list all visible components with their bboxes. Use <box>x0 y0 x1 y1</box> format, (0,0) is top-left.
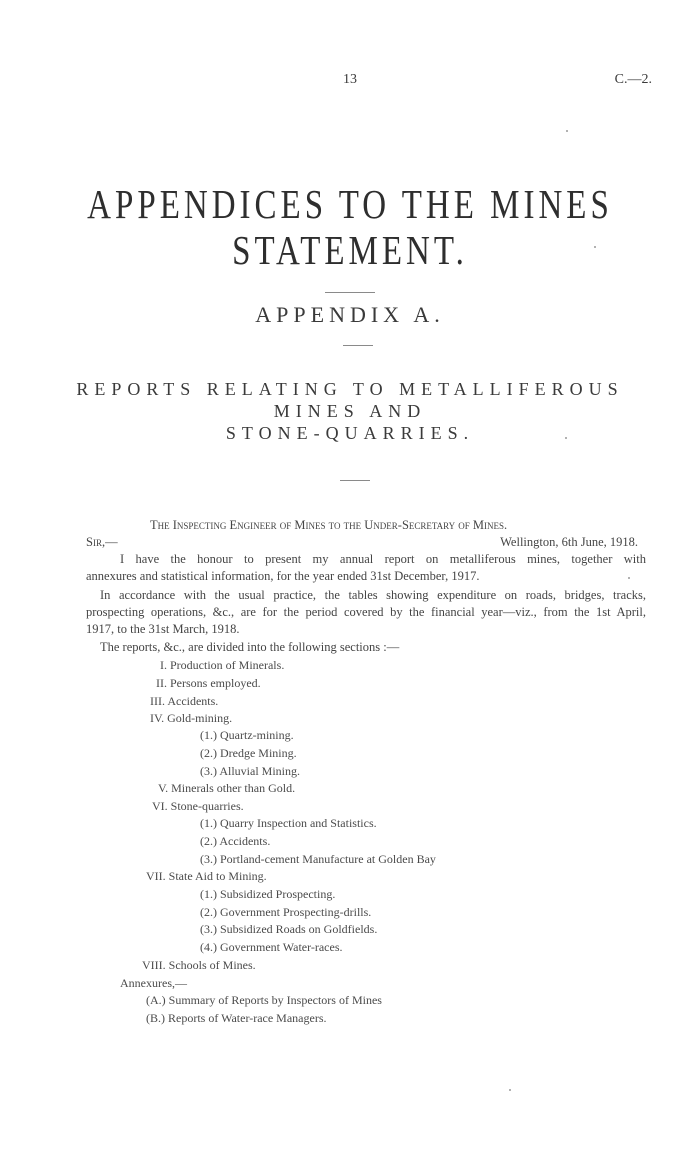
reports-heading-line2: STONE-QUARRIES. <box>225 423 475 443</box>
print-speck <box>628 577 630 579</box>
page-number: 13 <box>343 72 357 87</box>
section-item-6: VI. Stone-quarries. <box>152 799 244 813</box>
section-item-8: VIII. Schools of Mines. <box>142 958 256 972</box>
section-item-5: V. Minerals other than Gold. <box>158 781 296 795</box>
section-subitem-7-4: (4.) Government Water-races. <box>200 940 343 954</box>
section-item-3: III. Accidents. <box>150 694 219 708</box>
section-item-1: I. Production of Minerals. <box>160 658 285 672</box>
section-item-4: IV. Gold-mining. <box>150 711 233 725</box>
annexure-b: (B.) Reports of Water-race Managers. <box>146 1011 327 1025</box>
page-title: APPENDICES TO THE MINES STATEMENT. <box>87 182 613 274</box>
section-subitem-4-1: (1.) Quartz-mining. <box>200 728 294 742</box>
divider <box>325 292 375 293</box>
divider <box>340 480 370 481</box>
section-subitem-7-1: (1.) Subsidized Prospecting. <box>200 887 336 901</box>
print-speck <box>565 437 567 439</box>
paragraph-sections: The reports, &c., are divided into the following sections :— <box>100 640 400 654</box>
reports-heading-line1: REPORTS RELATING TO METALLIFEROUS MINES AND <box>76 379 624 421</box>
letter-date: Wellington, 6th June, 1918. <box>500 535 638 549</box>
section-item-7: VII. State Aid to Mining. <box>146 869 267 883</box>
section-subitem-7-3: (3.) Subsidized Roads on Goldfields. <box>200 922 378 936</box>
print-speck <box>594 246 596 248</box>
paragraph-intro-line2: annexures and statistical information, for the year ended 31st December, 1917. <box>86 569 480 583</box>
section-subitem-6-3: (3.) Portland-cement Manufacture at Golden Bay <box>200 852 436 866</box>
section-subitem-4-2: (2.) Dredge Mining. <box>200 746 297 760</box>
print-speck <box>566 130 568 132</box>
section-subitem-6-2: (2.) Accidents. <box>200 834 271 848</box>
paragraph-practice-line1: In accordance with the usual practice, the tables showing expenditure on roads, bridges, tracks, <box>100 588 646 602</box>
section-subitem-6-1: (1.) Quarry Inspection and Statistics. <box>200 816 377 830</box>
paragraph-practice <box>86 587 646 638</box>
appendix-heading: APPENDIX A. <box>255 302 445 327</box>
paragraph-intro-line1: I have the honour to present my annual report on metalliferous mines, together with <box>120 552 646 566</box>
section-subitem-7-2: (2.) Government Prospecting-drills. <box>200 905 372 919</box>
section-item-2: II. Persons employed. <box>156 676 261 690</box>
paragraph-practice-line2: prospecting operations, &c., are for the period covered by the financial year—viz., from the 1st April, <box>86 605 646 619</box>
reports-heading <box>60 378 640 444</box>
section-subitem-4-3: (3.) Alluvial Mining. <box>200 764 300 778</box>
paragraph-practice-line3: 1917, to the 31st March, 1918. <box>86 622 240 636</box>
salutation: Sir,— <box>86 535 118 549</box>
paragraph-intro <box>86 551 646 585</box>
divider <box>343 345 373 346</box>
print-speck <box>509 1089 511 1091</box>
document-reference: C.—2. <box>614 72 652 87</box>
annexures-heading: Annexures,— <box>120 976 187 990</box>
annexure-a: (A.) Summary of Reports by Inspectors of Mines <box>146 993 382 1007</box>
letter-heading: The Inspecting Engineer of Mines to the Under-Secretary of Mines. <box>150 518 508 532</box>
